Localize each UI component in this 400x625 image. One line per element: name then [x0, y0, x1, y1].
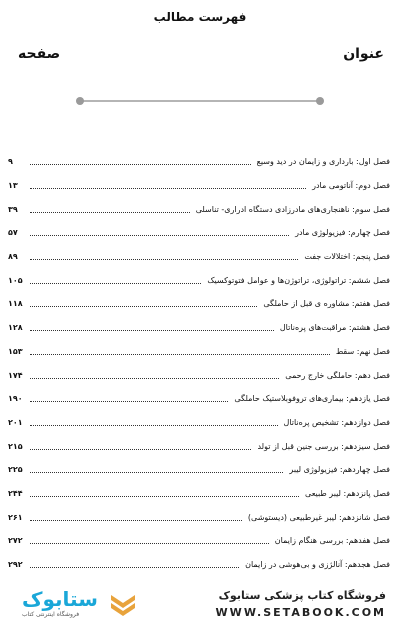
- toc-entry-title: فصل هفدهم: بررسی هنگام زایمان: [274, 536, 390, 546]
- toc-entry-page: ۱۱۸: [8, 299, 23, 309]
- toc-entry-title: فصل دهم: حاملگی خارج رحمی: [285, 370, 390, 380]
- dot-leader: [30, 496, 299, 497]
- toc-entry[interactable]: [8, 505, 390, 529]
- toc-entry-page: ۲۴۴: [8, 488, 23, 498]
- toc-entry-page: ۲۰۱: [8, 417, 23, 427]
- divider-left-dot: [76, 97, 84, 105]
- shop-url[interactable]: WWW.SETABOOK.COM: [215, 606, 386, 619]
- toc-entry-title: فصل پانزدهم: لیبر طبیعی: [305, 488, 390, 498]
- toc-entry-title: فصل هشتم: مراقبت‌های پرەناتال: [279, 323, 390, 333]
- toc-entry-title: فصل شانزدهم: لیبر غیرطبیعی (دیستوشی): [247, 512, 390, 522]
- toc-entry[interactable]: [8, 268, 390, 292]
- toc-entry-title: فصل سوم: ناهنجاری‌های مادرزادی دستگاه ادراری- تناسلی: [195, 204, 390, 214]
- toc-entry[interactable]: [8, 387, 390, 411]
- toc-entry-title: فصل هفتم: مشاوره ی قبل از حاملگی: [263, 299, 390, 309]
- page-title: فهرست مطالب: [153, 10, 247, 24]
- dot-leader: [30, 235, 289, 236]
- toc-entry[interactable]: [8, 458, 390, 482]
- ornamental-divider: [80, 100, 320, 102]
- dot-leader: [30, 449, 251, 450]
- book-chevron-icon: [108, 589, 138, 619]
- toc-entry[interactable]: [8, 245, 390, 269]
- toc-entry[interactable]: [8, 363, 390, 387]
- toc-entry-page: ۲۲۵: [8, 465, 23, 475]
- toc-entry-page: ۵۷: [8, 228, 18, 238]
- toc-entry-page: ۱۲۸: [8, 323, 23, 333]
- toc-entry-title: فصل سیزدهم: بررسی جنین قبل از تولد: [257, 441, 390, 451]
- toc-entry[interactable]: [8, 316, 390, 340]
- dot-leader: [30, 472, 283, 473]
- logo-wordmark: ستابوک: [22, 587, 98, 611]
- toc-entry[interactable]: [8, 529, 390, 553]
- dot-leader: [30, 164, 251, 165]
- toc-entry-title: فصل دوازدهم: تشخیص پرەناتال: [283, 417, 390, 427]
- divider-right-dot: [316, 97, 324, 105]
- toc-entry[interactable]: [8, 150, 390, 174]
- dot-leader: [30, 259, 298, 260]
- dot-leader: [30, 378, 279, 379]
- toc-entry-page: ۳۹: [8, 204, 18, 214]
- dot-leader: [30, 306, 257, 307]
- dot-leader: [30, 543, 269, 544]
- toc-entry-title: فصل ششم: تراتولوژی، تراتوژن‌ها و عوامل فتوتوکسیک: [207, 275, 390, 285]
- toc-entry[interactable]: [8, 411, 390, 435]
- toc-entry-title: فصل چهارم: فیزیولوژی مادر: [295, 228, 390, 238]
- toc-entry-title: فصل یازدهم: بیماری‌های تروفوبلاستیک حاملگی: [234, 394, 390, 404]
- toc-entry[interactable]: [8, 482, 390, 506]
- dot-leader: [30, 520, 242, 521]
- toc-entry-title: فصل اول: بارداری و زایمان در دید وسیع: [256, 157, 390, 167]
- dot-leader: [30, 188, 306, 189]
- shop-name: فروشگاه کتاب پزشکی ستابوک: [218, 589, 386, 602]
- logo-tagline: فروشگاه اینترنتی کتاب: [22, 611, 80, 618]
- toc-entry-page: ۲۱۵: [8, 441, 23, 451]
- toc-entry-page: ۲۶۱: [8, 512, 23, 522]
- toc-entry-title: فصل دوم: آناتومی مادر: [312, 181, 390, 191]
- toc-entry[interactable]: [8, 434, 390, 458]
- toc-entry[interactable]: [8, 174, 390, 198]
- toc-entry-page: ۱۷۴: [8, 370, 23, 380]
- dot-leader: [30, 354, 330, 355]
- toc-entry-page: ۱۰۵: [8, 275, 23, 285]
- setabook-logo: [12, 587, 142, 621]
- dot-leader: [30, 283, 201, 284]
- toc-entry[interactable]: [8, 197, 390, 221]
- toc-entry-page: ۹: [8, 157, 13, 167]
- dot-leader: [30, 330, 274, 331]
- toc-entry-page: ۱۹۰: [8, 394, 23, 404]
- toc-entry[interactable]: [8, 292, 390, 316]
- toc-entry-page: ۸۹: [8, 252, 18, 262]
- dot-leader: [30, 567, 239, 568]
- dot-leader: [30, 425, 278, 426]
- toc-entry-title: فصل نهم: سقط: [335, 346, 390, 356]
- toc-entry-title: فصل پنجم: اختلالات جفت: [304, 252, 390, 262]
- toc-entry-page: ۱۳: [8, 181, 18, 191]
- toc-entry[interactable]: [8, 340, 390, 364]
- dot-leader: [30, 401, 228, 402]
- column-header-page: صفحه: [18, 46, 61, 62]
- toc-entry-title: فصل چهاردهم: فیزیولوژی لیبر: [289, 465, 390, 475]
- toc-entry-page: ۱۵۳: [8, 346, 23, 356]
- toc-entry-page: ۲۷۲: [8, 536, 23, 546]
- column-header-title: عنوان: [343, 46, 384, 62]
- toc-entry[interactable]: [8, 221, 390, 245]
- toc-entry[interactable]: [8, 553, 390, 577]
- toc-entry-page: ۲۹۲: [8, 560, 23, 570]
- toc-entry-title: فصل هجدهم: آنالژزی و بی‌هوشی در زایمان: [245, 560, 390, 570]
- table-of-contents: [8, 150, 390, 576]
- footer: [0, 585, 400, 625]
- dot-leader: [30, 212, 190, 213]
